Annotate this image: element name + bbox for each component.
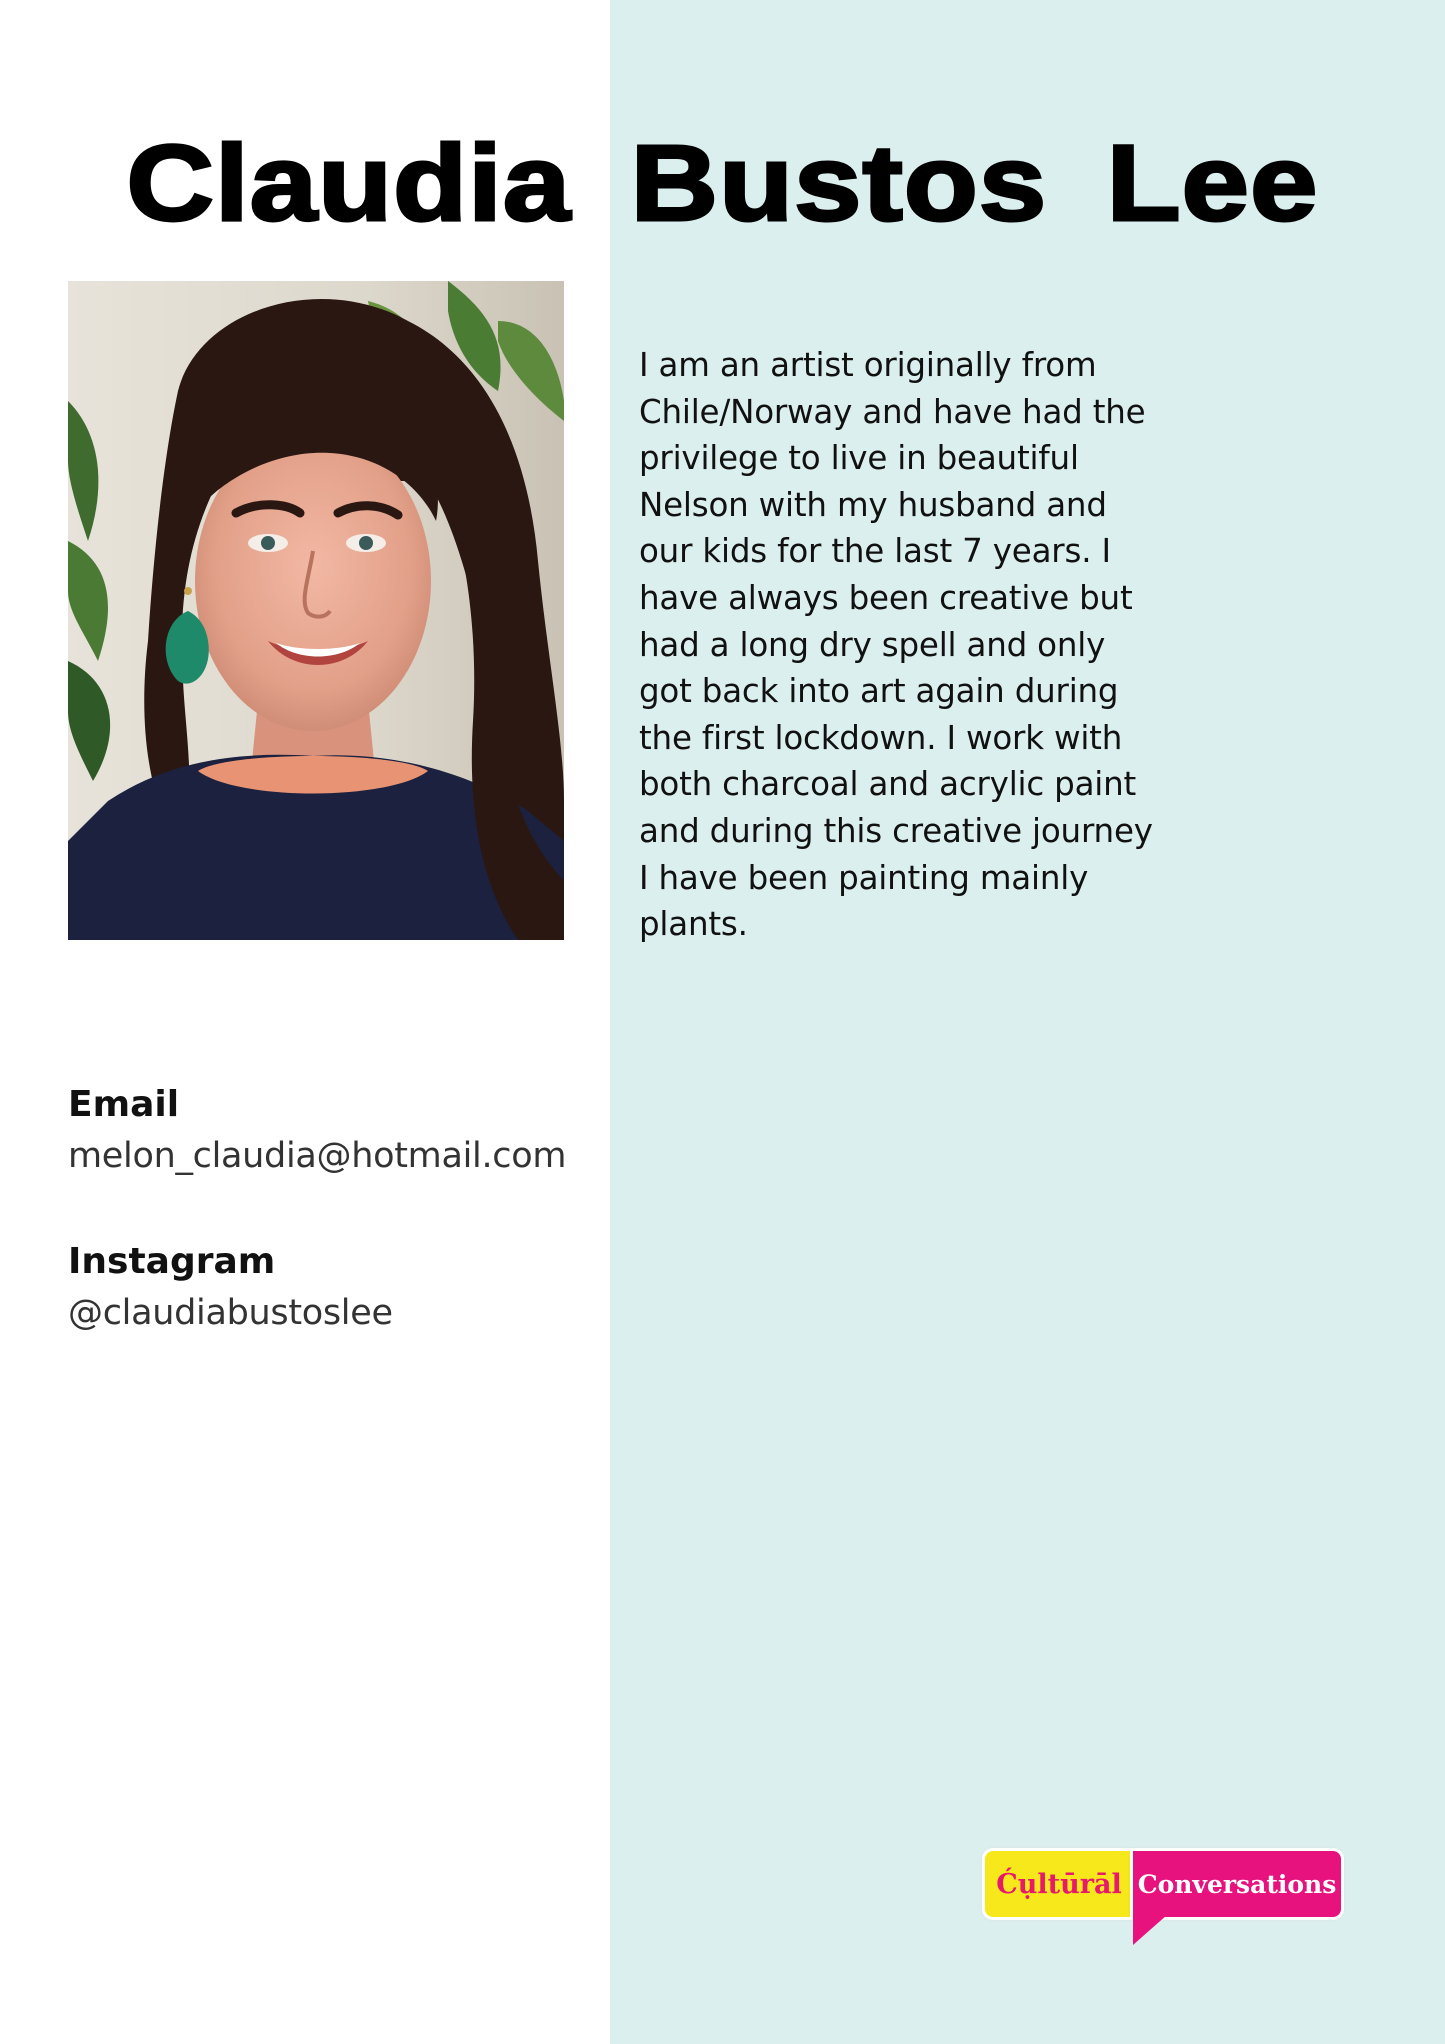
bio-paragraph: I am an artist originally from Chile/Norway and have had the privilege to live in beautiful Nelson with my husband and our kids for the last 7 years. I have always been creative but had a long dry spell and only got back into art again during the first lockdown. I work with both charcoal and acrylic paint and during this creative journey I have been painting mainly plants. (639, 346, 1153, 944)
cultural-conversations-logo (985, 1851, 1357, 1947)
speech-bubble-tail-icon (1133, 1915, 1167, 1945)
page-title: Claudia Bustos Lee (126, 122, 1319, 243)
instagram-value[interactable]: @claudiabustoslee (68, 1293, 393, 1333)
email-value[interactable]: melon_claudia@hotmail.com (68, 1136, 567, 1176)
right-panel-background (610, 0, 1445, 2044)
email-section (68, 1080, 608, 1182)
logo-left-text: Ćụltūrāl (985, 1851, 1133, 1917)
instagram-section (68, 1237, 608, 1339)
profile-photo (68, 281, 564, 940)
logo-right-text: Conversations (1133, 1851, 1341, 1917)
email-label: Email (68, 1084, 180, 1125)
instagram-label: Instagram (68, 1241, 276, 1282)
